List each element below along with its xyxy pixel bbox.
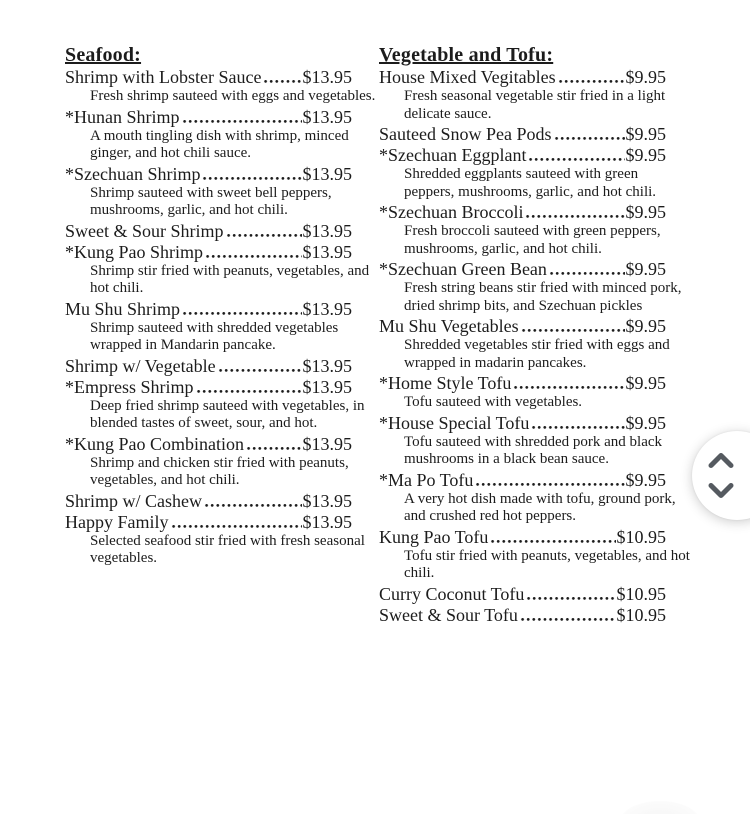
- menu-item-row: [65, 164, 352, 185]
- dotted-leader: [263, 78, 301, 85]
- menu-item: [65, 299, 357, 355]
- item-price: $9.95: [625, 259, 666, 279]
- item-price: $13.95: [302, 433, 352, 454]
- menu-item: [65, 434, 357, 490]
- item-price: $13.95: [302, 376, 352, 397]
- item-price: $10.95: [616, 583, 666, 604]
- seafood-items: [65, 67, 376, 568]
- item-name: Shrimp w/ Cashew: [65, 490, 202, 511]
- dotted-leader: [526, 595, 615, 602]
- dotted-leader: [549, 270, 625, 277]
- item-price: $9.95: [625, 202, 666, 222]
- item-price: $13.95: [302, 220, 352, 241]
- menu-item: [65, 67, 376, 106]
- menu-item: [379, 145, 671, 201]
- menu-item: [65, 491, 357, 512]
- partial-bottom-button[interactable]: [620, 801, 700, 814]
- item-name: Shrimp with Lobster Sauce: [65, 67, 262, 87]
- item-name: *Szechuan Shrimp: [65, 163, 201, 184]
- dotted-leader: [558, 78, 625, 85]
- dotted-leader: [182, 118, 302, 125]
- item-description: Shredded vegetables stir fried with eggs and wrapped in madarin pancakes.: [404, 337, 670, 371]
- item-description: Tofu stir fried with peanuts, vegetables, and hot chili.: [404, 547, 690, 581]
- item-name: *Kung Pao Combination: [65, 433, 244, 454]
- item-price: $9.95: [625, 124, 666, 144]
- item-name: Sweet & Sour Tofu: [379, 604, 518, 625]
- item-price: $13.95: [302, 163, 352, 184]
- menu-item-row: [379, 124, 666, 145]
- menu-item-row: [65, 242, 352, 263]
- dotted-leader: [196, 388, 302, 395]
- menu-item-row: [65, 377, 352, 398]
- chevron-down-icon[interactable]: [706, 481, 736, 500]
- item-price: $13.95: [302, 355, 352, 376]
- dotted-leader: [490, 538, 615, 545]
- dotted-leader: [531, 424, 624, 431]
- menu-item-row: [65, 221, 352, 242]
- item-description: Fresh seasonal vegetable stir fried in a light delicate sauce.: [404, 88, 666, 122]
- dotted-leader: [528, 156, 624, 163]
- menu-item-row: [379, 145, 666, 166]
- menu-item: [65, 241, 370, 298]
- scroll-widget[interactable]: [692, 431, 750, 520]
- menu-section-vegetable-tofu: [379, 44, 690, 626]
- menu-item-row: [379, 259, 666, 280]
- item-price: $13.95: [302, 511, 352, 532]
- menu-item-row: [379, 470, 666, 491]
- menu-item-row: [379, 67, 666, 88]
- menu-item: [379, 526, 690, 583]
- menu-item: [65, 376, 365, 433]
- item-description: A mouth tingling dish with shrimp, minced ginger, and hot chili sauce.: [90, 127, 349, 161]
- menu-item-row: [65, 491, 352, 512]
- menu-item-row: [379, 605, 666, 626]
- item-description: Shrimp sauteed with shredded vegetables wrapped in Mandarin pancake.: [90, 319, 339, 353]
- dotted-leader: [205, 253, 301, 260]
- menu-item-row: [379, 527, 666, 548]
- menu-item: [65, 511, 365, 568]
- item-name: Sweet & Sour Shrimp: [65, 220, 224, 241]
- menu-item: [65, 164, 357, 220]
- menu-item-row: [65, 299, 352, 320]
- item-name: *Szechuan Eggplant: [379, 145, 527, 165]
- item-description: Shrimp stir fried with peanuts, vegetables, and hot chili.: [90, 262, 370, 296]
- dotted-leader: [554, 135, 625, 142]
- item-price: $10.95: [616, 526, 666, 547]
- item-price: $9.95: [625, 145, 666, 165]
- item-price: $13.95: [302, 490, 352, 511]
- menu-item: [379, 605, 671, 626]
- item-price: $10.95: [616, 604, 666, 625]
- menu-item: [379, 469, 676, 526]
- item-name: Mu Shu Shrimp: [65, 298, 181, 319]
- dotted-leader: [246, 445, 302, 452]
- item-name: *Ma Po Tofu: [379, 469, 474, 490]
- dotted-leader: [475, 481, 624, 488]
- item-name: *Szechuan Broccoli: [379, 202, 524, 222]
- menu-item-row: [65, 107, 352, 128]
- dotted-leader: [218, 367, 302, 374]
- item-name: *House Special Tofu: [379, 412, 530, 433]
- dotted-leader: [525, 213, 624, 220]
- item-price: $9.95: [625, 412, 666, 433]
- menu-section-seafood: [65, 44, 376, 569]
- menu-item-row: [65, 434, 352, 455]
- item-description: Tofu sauteed with shredded pork and black mushrooms in a black bean sauce.: [404, 433, 663, 467]
- item-name: *Home Style Tofu: [379, 373, 512, 393]
- dotted-leader: [226, 232, 302, 239]
- item-name: *Empress Shrimp: [65, 376, 194, 397]
- dotted-leader: [182, 310, 301, 317]
- item-description: Shrimp sauteed with sweet bell peppers, mushrooms, garlic, and hot chili.: [90, 184, 332, 218]
- menu-item-row: [379, 373, 666, 394]
- dotted-leader: [171, 523, 302, 530]
- section-title-seafood: Seafood:: [65, 44, 142, 66]
- menu-item: [379, 124, 671, 145]
- menu-item-row: [379, 584, 666, 605]
- item-price: $13.95: [302, 106, 352, 127]
- menu-item-row: [65, 512, 352, 533]
- vegetable-tofu-items: [379, 67, 690, 626]
- item-name: Kung Pao Tofu: [379, 526, 489, 547]
- menu-item: [379, 316, 671, 372]
- menu-item: [379, 202, 671, 258]
- dotted-leader: [521, 327, 625, 334]
- item-price: $9.95: [625, 316, 666, 336]
- item-price: $9.95: [625, 67, 666, 87]
- item-name: *Szechuan Green Bean: [379, 259, 547, 279]
- item-description: Shrimp and chicken stir fried with peanuts, vegetables, and hot chili.: [90, 454, 349, 488]
- chevron-up-icon[interactable]: [706, 451, 736, 470]
- item-description: Deep fried shrimp sauteed with vegetables, in blended tastes of sweet, sour, and hot.: [90, 397, 365, 431]
- item-name: Sauteed Snow Pea Pods: [379, 124, 552, 144]
- section-title-vegetable-tofu: Vegetable and Tofu:: [379, 44, 554, 66]
- item-name: *Hunan Shrimp: [65, 106, 180, 127]
- item-price: $13.95: [302, 67, 352, 87]
- dotted-leader: [204, 502, 302, 509]
- item-name: *Kung Pao Shrimp: [65, 241, 204, 262]
- menu-item: [379, 259, 682, 315]
- item-description: Selected seafood stir fried with fresh seasonal vegetables.: [90, 532, 365, 566]
- item-name: Mu Shu Vegetables: [379, 316, 519, 336]
- menu-item: [65, 107, 357, 163]
- item-description: Fresh shrimp sauteed with eggs and vegetables.: [90, 88, 376, 104]
- item-price: $13.95: [302, 241, 352, 262]
- item-description: Fresh broccoli sauteed with green peppers, mushrooms, garlic, and hot chili.: [404, 223, 661, 257]
- menu-item-row: [379, 316, 666, 337]
- item-price: $13.95: [302, 298, 352, 319]
- item-name: Happy Family: [65, 511, 169, 532]
- item-name: Shrimp w/ Vegetable: [65, 355, 216, 376]
- menu-item: [65, 356, 357, 377]
- item-name: House Mixed Vegitables: [379, 67, 556, 87]
- menu-item-row: [379, 202, 666, 223]
- item-description: Tofu sauteed with vegetables.: [404, 394, 583, 410]
- menu-item-row: [65, 356, 352, 377]
- item-description: Shredded eggplants sauteed with green peppers, mushrooms, garlic, and hot chili.: [404, 166, 657, 200]
- dotted-leader: [520, 616, 616, 623]
- menu-item: [379, 67, 671, 123]
- menu-item: [65, 221, 357, 242]
- item-price: $9.95: [625, 469, 666, 490]
- item-description: Fresh string beans stir fried with minced pork, dried shrimp bits, and Szechuan pickles: [404, 280, 682, 314]
- menu-item-row: [379, 413, 666, 434]
- item-description: A very hot dish made with tofu, ground pork, and crushed red hot peppers.: [404, 490, 676, 524]
- menu-item: [379, 413, 671, 469]
- item-price: $9.95: [625, 373, 666, 393]
- dotted-leader: [513, 384, 624, 391]
- item-name: Curry Coconut Tofu: [379, 583, 525, 604]
- menu-item: [379, 584, 671, 605]
- menu-item-row: [65, 67, 352, 88]
- dotted-leader: [202, 175, 301, 182]
- menu-item: [379, 373, 671, 412]
